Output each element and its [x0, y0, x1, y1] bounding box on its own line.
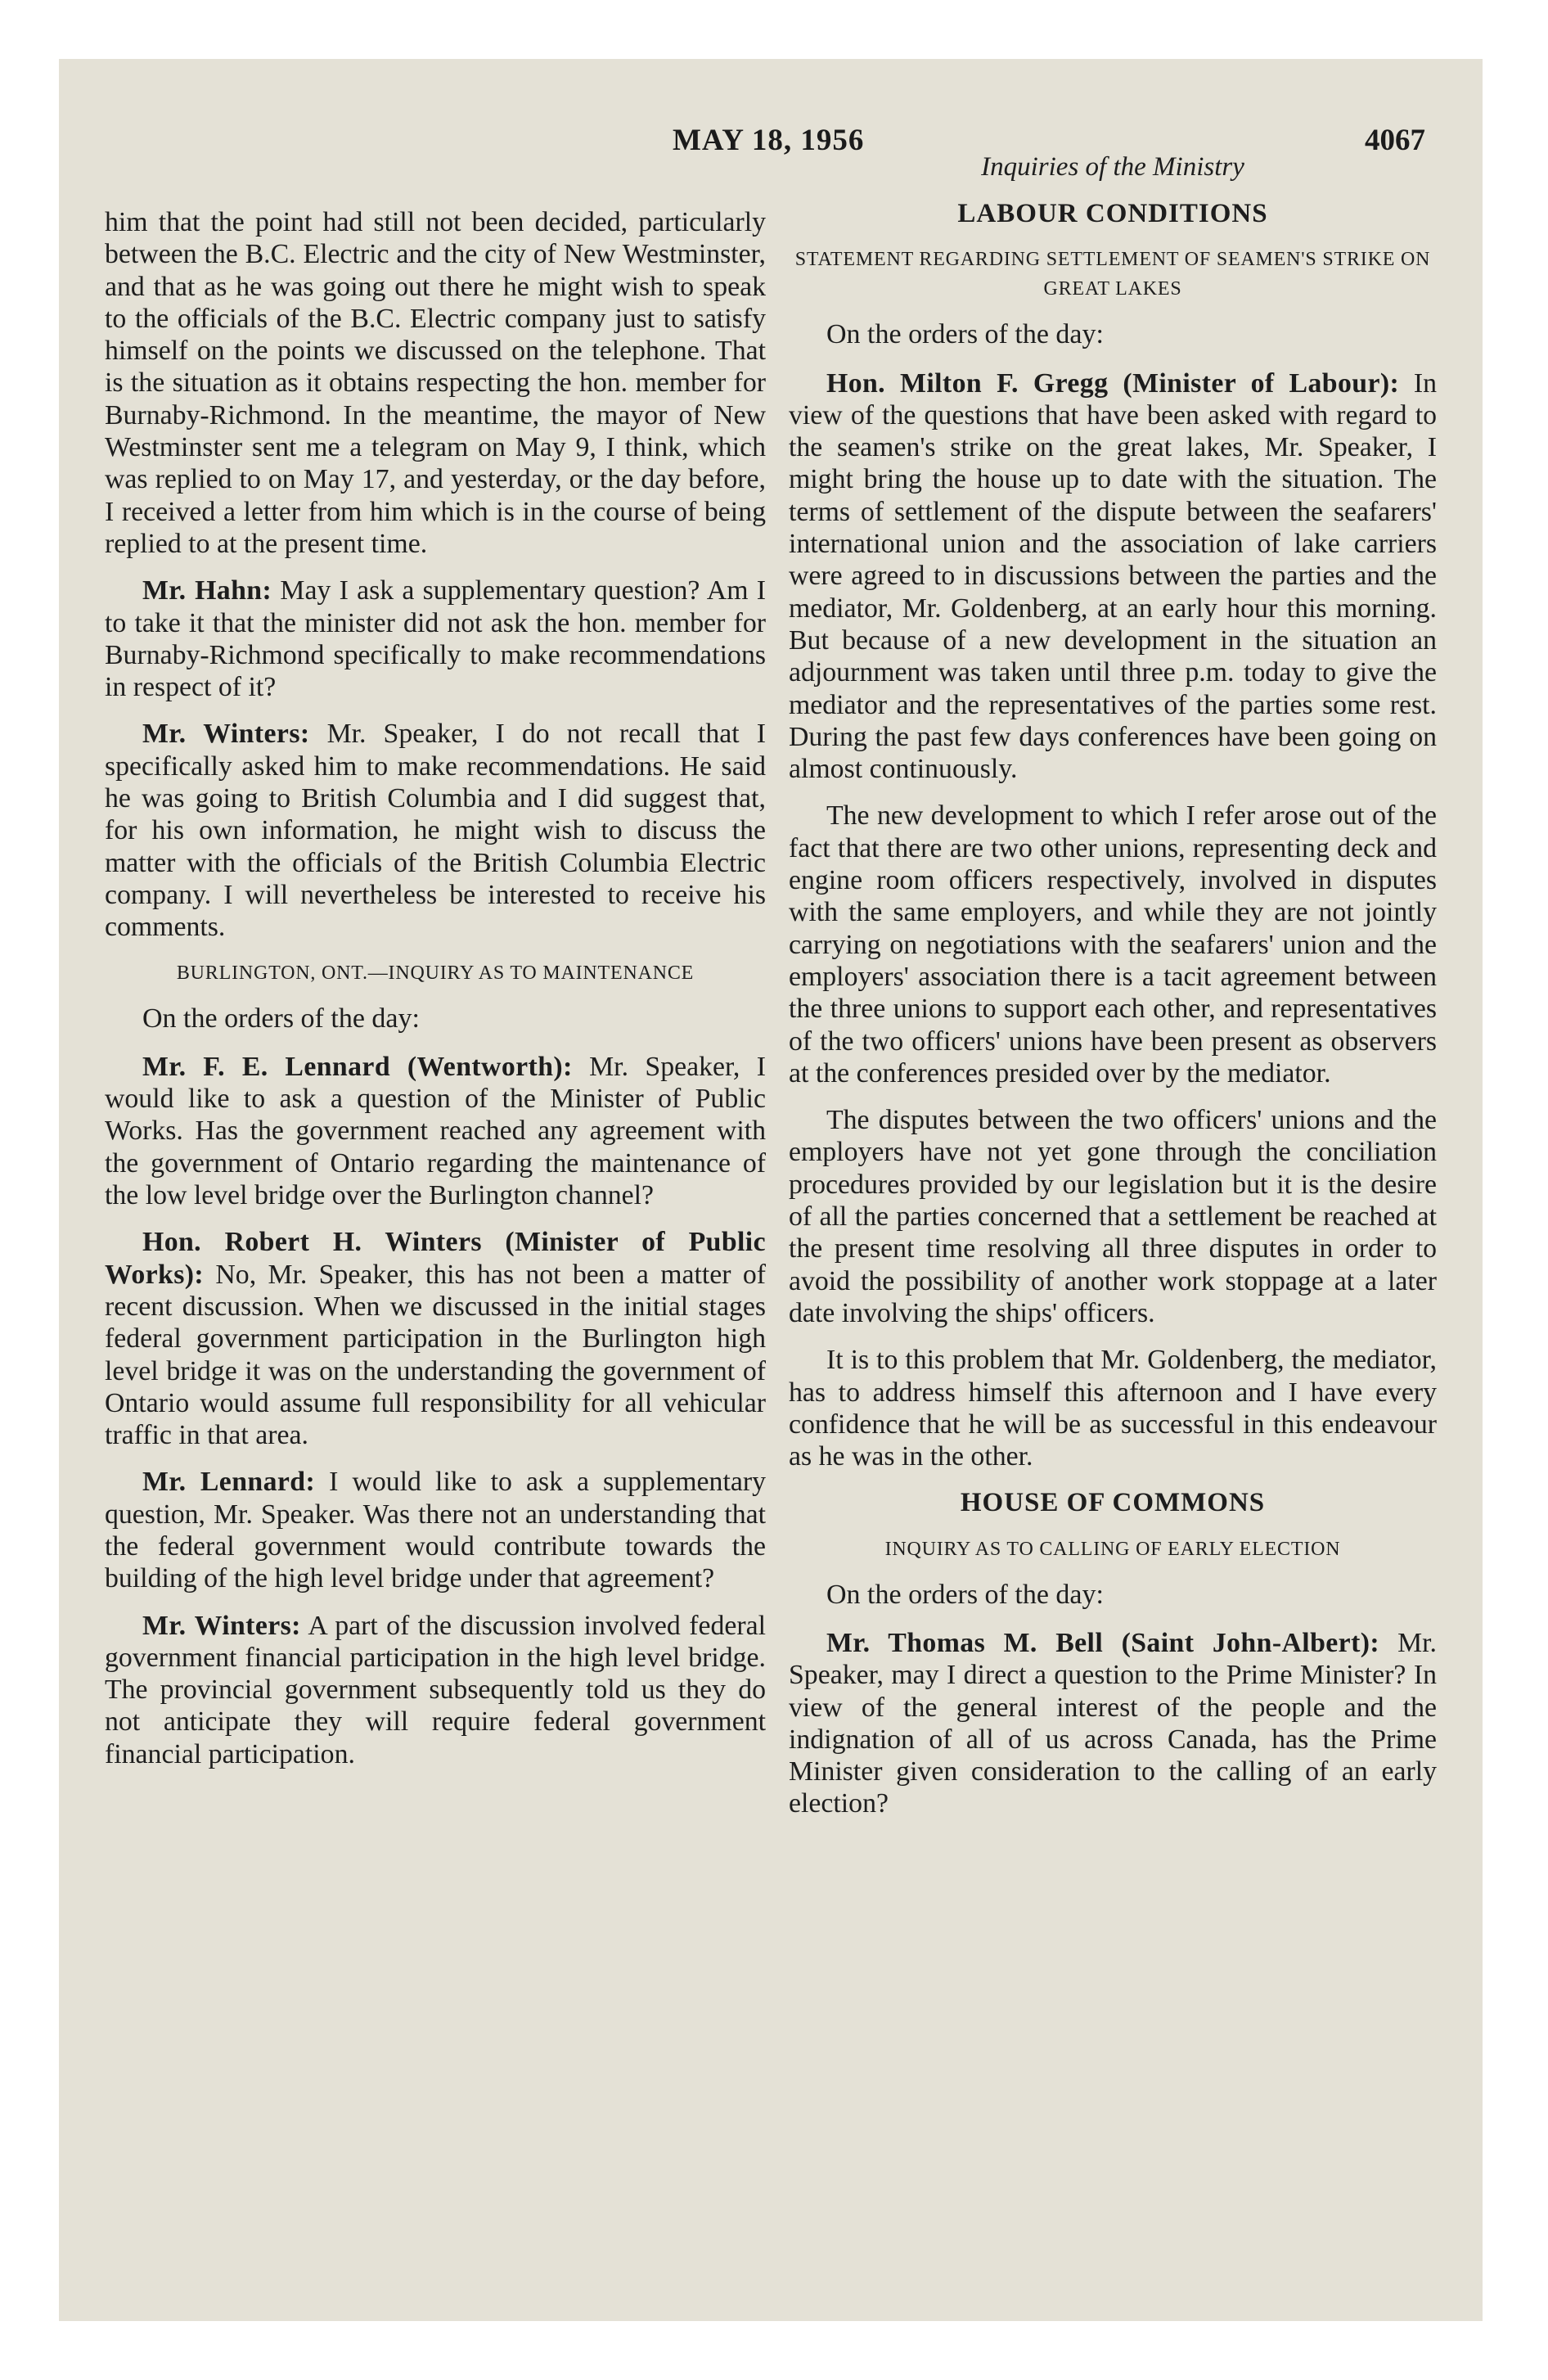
- paragraph: [105, 1466, 766, 1594]
- header-date: MAY 18, 1956: [673, 124, 865, 157]
- speech-text: In view of the questions that have been asked with regard to the seamen's strike on the great lakes, Mr. Speaker, I might bring the house up to date with the situation. The terms of settlement of the dispute between the seafarers' international union and the association of lake carriers were agreed to in discussions between the parties and the mediator, Mr. Goldenberg, at an early hour this morning. But because of a new development in the situation an adjournment was taken until three p.m. today to give the mediator and the representatives of the parties some rest. During the past few days conferences have been going on almost continuously.: [789, 367, 1437, 785]
- speaker-name: Mr. Lennard:: [142, 1467, 316, 1498]
- paragraph: [789, 367, 1437, 786]
- paragraph: [105, 1610, 766, 1770]
- speaker-name: Mr. Hahn:: [142, 575, 272, 606]
- speech-text: Mr. Speaker, I do not recall that I specifically asked him to make recommendations. He said he was going to British Columbia and I did suggest that, for his own information, he might wish to discuss the matter with the officials of the British Columbia Electric company. I will nevertheless be interested to receive his comments.: [105, 719, 767, 943]
- right-column: [789, 151, 1437, 1835]
- header-page-number: 4067: [1365, 124, 1425, 157]
- paragraph: The disputes between the two officers' unions and the employers have not yet gone through the conciliation procedures provided by our legislation but it is the desire of all the parties concerned that a settlement be reached at the present time resolving all three disputes in order to avoid the possibility of another work stoppage at a later date involving the ships' officers.: [789, 1105, 1437, 1328]
- speech-text: May I ask a supplementary question? Am I to take it that the minister did not ask the hon. member for Burnaby-Richmond specifically to make recommendations in respect of it?: [105, 575, 766, 703]
- paragraph: [105, 1226, 766, 1451]
- speaker-name: Mr. Winters:: [142, 1610, 301, 1641]
- scanned-page: [59, 59, 1483, 2321]
- paragraph: [789, 1627, 1437, 1820]
- speech-text: Mr. Speaker, may I direct a question to the Prime Minister? In view of the general interest of the people and the indignation of all of us across Canada, has the Prime Minister given consideration to the calling of an early election?: [789, 1627, 1437, 1819]
- speaker-name: Hon. Milton F. Gregg (Minister of Labour):: [826, 367, 1400, 399]
- section-title: HOUSE OF COMMONS: [960, 1488, 1266, 1518]
- section-subheading: INQUIRY AS TO CALLING OF EARLY ELECTION: [884, 1538, 1341, 1560]
- paragraph: [105, 1051, 766, 1211]
- section-title: LABOUR CONDITIONS: [957, 199, 1268, 228]
- section-subheading: STATEMENT REGARDING SETTLEMENT OF SEAMEN'S STRIKE ON GREAT LAKES: [794, 249, 1431, 300]
- speaker-name: Hon. Robert H. Winters (Minister of Public Works):: [105, 1227, 766, 1290]
- paragraph: The new development to which I refer arose out of the fact that there are two other unions, representing deck and engine room officers respectively, involved in disputes with the same employers, and while they are not jointly carrying on negotiations with the seafarers' union and the employers' association there is a tacit agreement between the three unions to support each other, and representatives of the two officers' unions have been present as observers at the conferences presided over by the mediator.: [789, 800, 1437, 1089]
- paragraph: him that the point had still not been decided, particularly between the B.C. Electric and the city of New Westminster, and that as he was going out there he might wish to speak to the officials of the B.C. Electric company just to satisfy himself on the points we discussed on the telephone. That is the situation as it obtains respecting the hon. member for Burnaby-Richmond. In the meantime, the mayor of New Westminster sent me a telegram on May 9, I think, which was replied to on May 17, and yesterday, or the day before, I received a letter from him which is in the course of being replied to at the present time.: [105, 207, 766, 559]
- speech-text: No, Mr. Speaker, this has not been a matter of recent discussion. When we discussed in the initial stages federal government participation in the Burlington high level bridge it was on the understanding the government of Ontario would assume full responsibility for all vehicular traffic in that area.: [105, 1259, 766, 1451]
- orders-of-the-day: On the orders of the day:: [826, 319, 1104, 350]
- paragraph: It is to this problem that Mr. Goldenberg, the mediator, has to address himself this afternoon and I have every confidence that he will be as successful in this endeavour as he was in the other.: [789, 1345, 1437, 1472]
- speaker-name: Mr. Thomas M. Bell (Saint John-Albert):: [826, 1627, 1380, 1658]
- orders-of-the-day: On the orders of the day:: [142, 1003, 420, 1034]
- speech-text: A part of the discussion involved federal government financial participation in the high level bridge. The provincial government subsequently told us they do not anticipate they will require federal government financial participation.: [105, 1610, 766, 1769]
- orders-of-the-day: On the orders of the day:: [826, 1579, 1104, 1610]
- speaker-name: Mr. F. E. Lennard (Wentworth):: [142, 1051, 573, 1082]
- section-subheading: BURLINGTON, ONT.—INQUIRY AS TO MAINTENANCE: [176, 962, 695, 984]
- speaker-name: Mr. Winters:: [142, 719, 310, 750]
- speech-text: Mr. Speaker, I would like to ask a question of the Minister of Public Works. Has the government reached any agreement with the government of Ontario regarding the maintenance of the low level bridge over the Burlington channel?: [105, 1051, 766, 1211]
- left-column: [105, 206, 766, 1785]
- paragraph: [105, 718, 766, 943]
- speech-text: I would like to ask a supplementary question, Mr. Speaker. Was there not an understanding that the federal government would contribute towards the building of the high level bridge under that agreement?: [105, 1467, 766, 1594]
- paragraph: [105, 575, 766, 703]
- section-title-italic: Inquiries of the Ministry: [981, 152, 1244, 182]
